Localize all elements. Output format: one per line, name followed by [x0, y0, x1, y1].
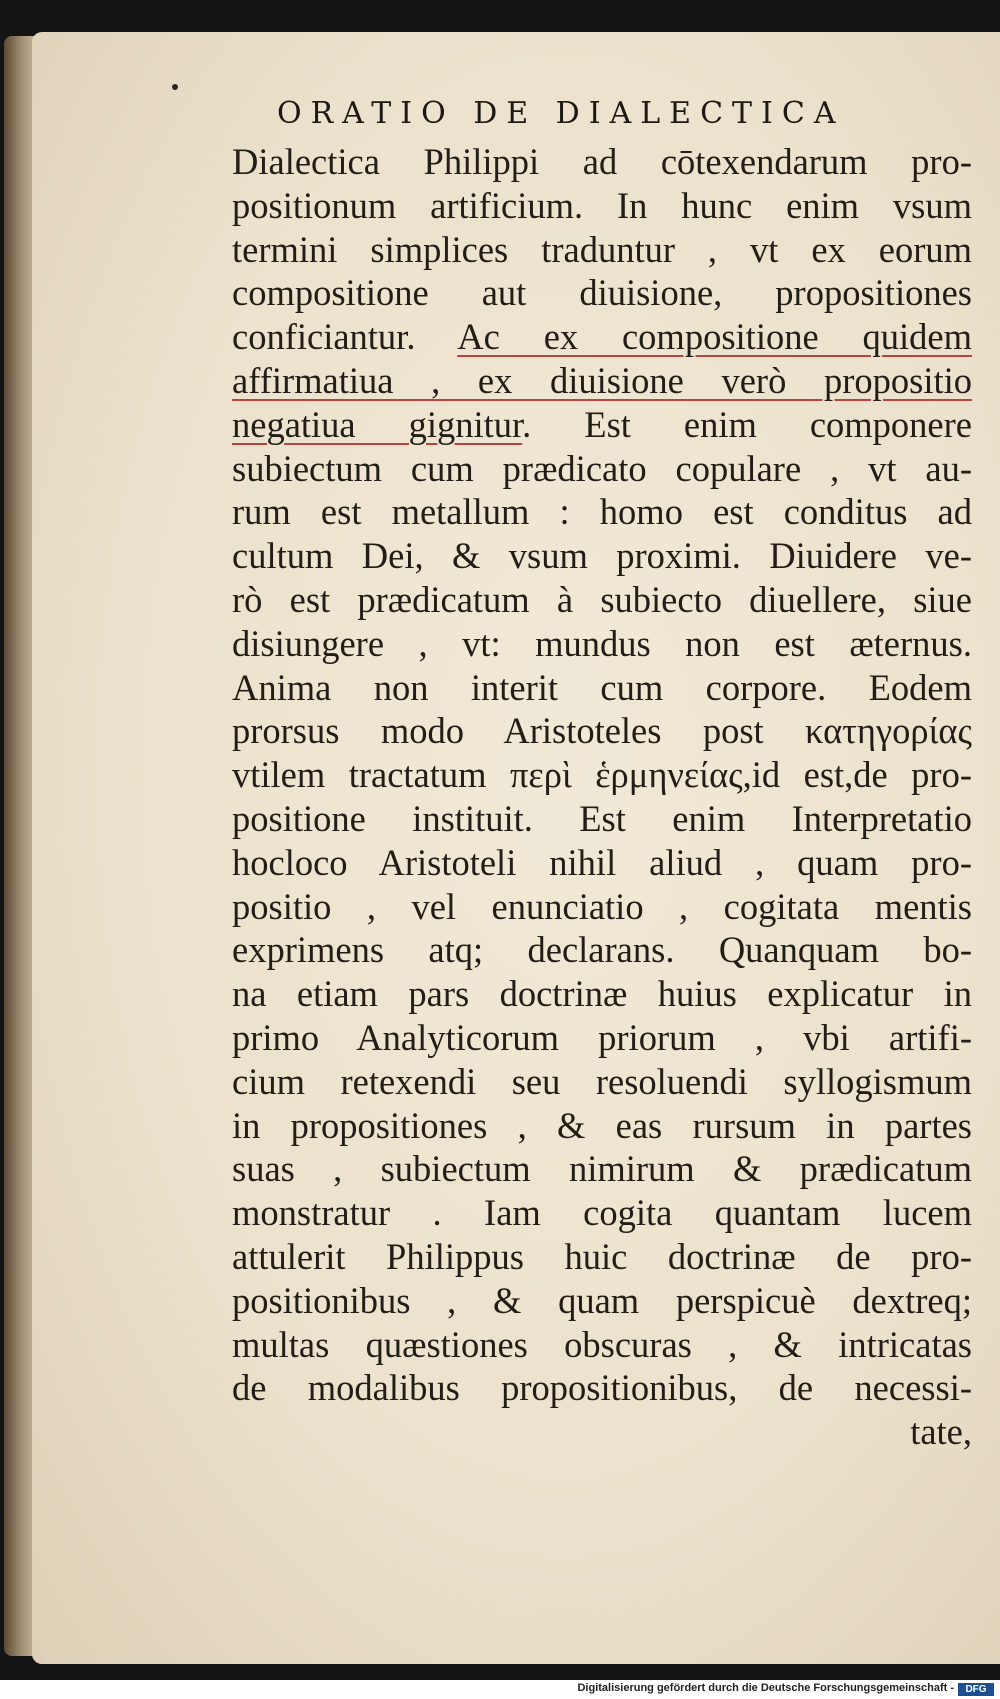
text-line: [232, 1104, 972, 1148]
text-segment: positionum artificium. In hunc enim vsum: [232, 184, 972, 226]
text-segment: prorsus modo Aristoteles post κατηγορίας: [232, 710, 972, 752]
text-line: [232, 1323, 972, 1367]
catchword: tate,: [910, 1411, 972, 1453]
text-segment: disiungere , vt: mundus non est æternus.: [232, 622, 972, 664]
footer-bar: [0, 1680, 1000, 1699]
running-head: ORATIO DE DIALECTICA: [277, 96, 845, 131]
text-segment: exprimens atq; declarans. Quanquam bo-: [232, 929, 972, 971]
text-segment: compositione aut diuisione, propositiones: [232, 272, 972, 314]
text-segment: . Est enim componere: [522, 403, 972, 445]
text-line: [232, 1279, 972, 1323]
underlined-text: negatiua gignitur: [232, 403, 523, 445]
body-text: [232, 140, 972, 1454]
text-segment: positio , vel enunciatio , cogitata mentis: [232, 885, 972, 927]
text-line: [232, 534, 972, 578]
text-segment: rum est metallum : homo est conditus ad: [232, 491, 972, 533]
text-segment: Dialectica Philippi ad cōtexendarum pro-: [232, 141, 972, 182]
text-line: [232, 666, 972, 710]
text-line: [232, 709, 972, 753]
text-line: [232, 1147, 972, 1191]
text-line: [232, 140, 972, 184]
underlined-text: affirmatiua , ex diuisione verò propositio: [232, 359, 972, 401]
text-line: [232, 841, 972, 885]
text-segment: primo Analyticorum priorum , vbi artifi-: [232, 1016, 972, 1058]
text-line: [232, 1191, 972, 1235]
text-line: [232, 972, 972, 1016]
text-segment: vtilem tractatum περὶ ἑρμηνείας,id est,de pro-: [232, 754, 972, 796]
text-segment: attulerit Philippus huic doctrinæ de pro-: [232, 1235, 972, 1277]
text-line: [232, 928, 972, 972]
text-segment: positionibus , & quam perspicuè dextreq;: [232, 1279, 972, 1321]
text-line: [232, 490, 972, 534]
text-segment: cultum Dei, & vsum proximi. Diuidere ve-: [232, 535, 972, 577]
book-page: [32, 32, 1000, 1664]
text-line: [232, 1366, 972, 1410]
text-line: [232, 622, 972, 666]
text-segment: positione instituit. Est enim Interpretatio: [232, 797, 972, 839]
underlined-text: Ac ex compositione quidem: [457, 316, 972, 358]
text-segment: monstratur . Iam cogita quantam lucem: [232, 1192, 972, 1234]
text-line: [232, 403, 972, 447]
dfg-logo: DFG: [958, 1683, 994, 1696]
text-line: [232, 184, 972, 228]
text-segment: multas quæstiones obscuras , & intricatas: [232, 1323, 972, 1365]
text-segment: cium retexendi seu resoluendi syllogismum: [232, 1060, 972, 1102]
text-segment: na etiam pars doctrinæ huius explicatur in: [232, 973, 972, 1015]
text-line: [232, 797, 972, 841]
text-line: [232, 885, 972, 929]
text-line: [232, 1016, 972, 1060]
footer-credit: Digitalisierung gefördert durch die Deutsche Forschungsgemeinschaft -: [577, 1682, 954, 1694]
text-segment: de modalibus propositionibus, de necessi-: [232, 1367, 972, 1409]
text-segment: Anima non interit cum corpore. Eodem: [232, 666, 972, 708]
text-line: [232, 578, 972, 622]
text-line: [232, 447, 972, 491]
text-line: [232, 753, 972, 797]
text-line: [232, 228, 972, 272]
text-segment: subiectum cum prædicato copulare , vt au-: [232, 447, 972, 489]
text-line: [232, 359, 972, 403]
text-segment: rò est prædicatum à subiecto diuellere, siue: [232, 578, 972, 620]
text-segment: conficiantur.: [232, 316, 458, 358]
text-segment: suas , subiectum nimirum & prædicatum: [232, 1148, 972, 1190]
text-line: [232, 1060, 972, 1104]
text-line: [232, 1235, 972, 1279]
ink-spot: [172, 84, 178, 90]
text-line: [232, 315, 972, 359]
text-segment: termini simplices traduntur , vt ex eorum: [232, 228, 972, 270]
text-segment: in propositiones , & eas rursum in partes: [232, 1104, 972, 1146]
text-line: [232, 271, 972, 315]
text-segment: hocloco Aristoteli nihil aliud , quam pro-: [232, 841, 972, 883]
